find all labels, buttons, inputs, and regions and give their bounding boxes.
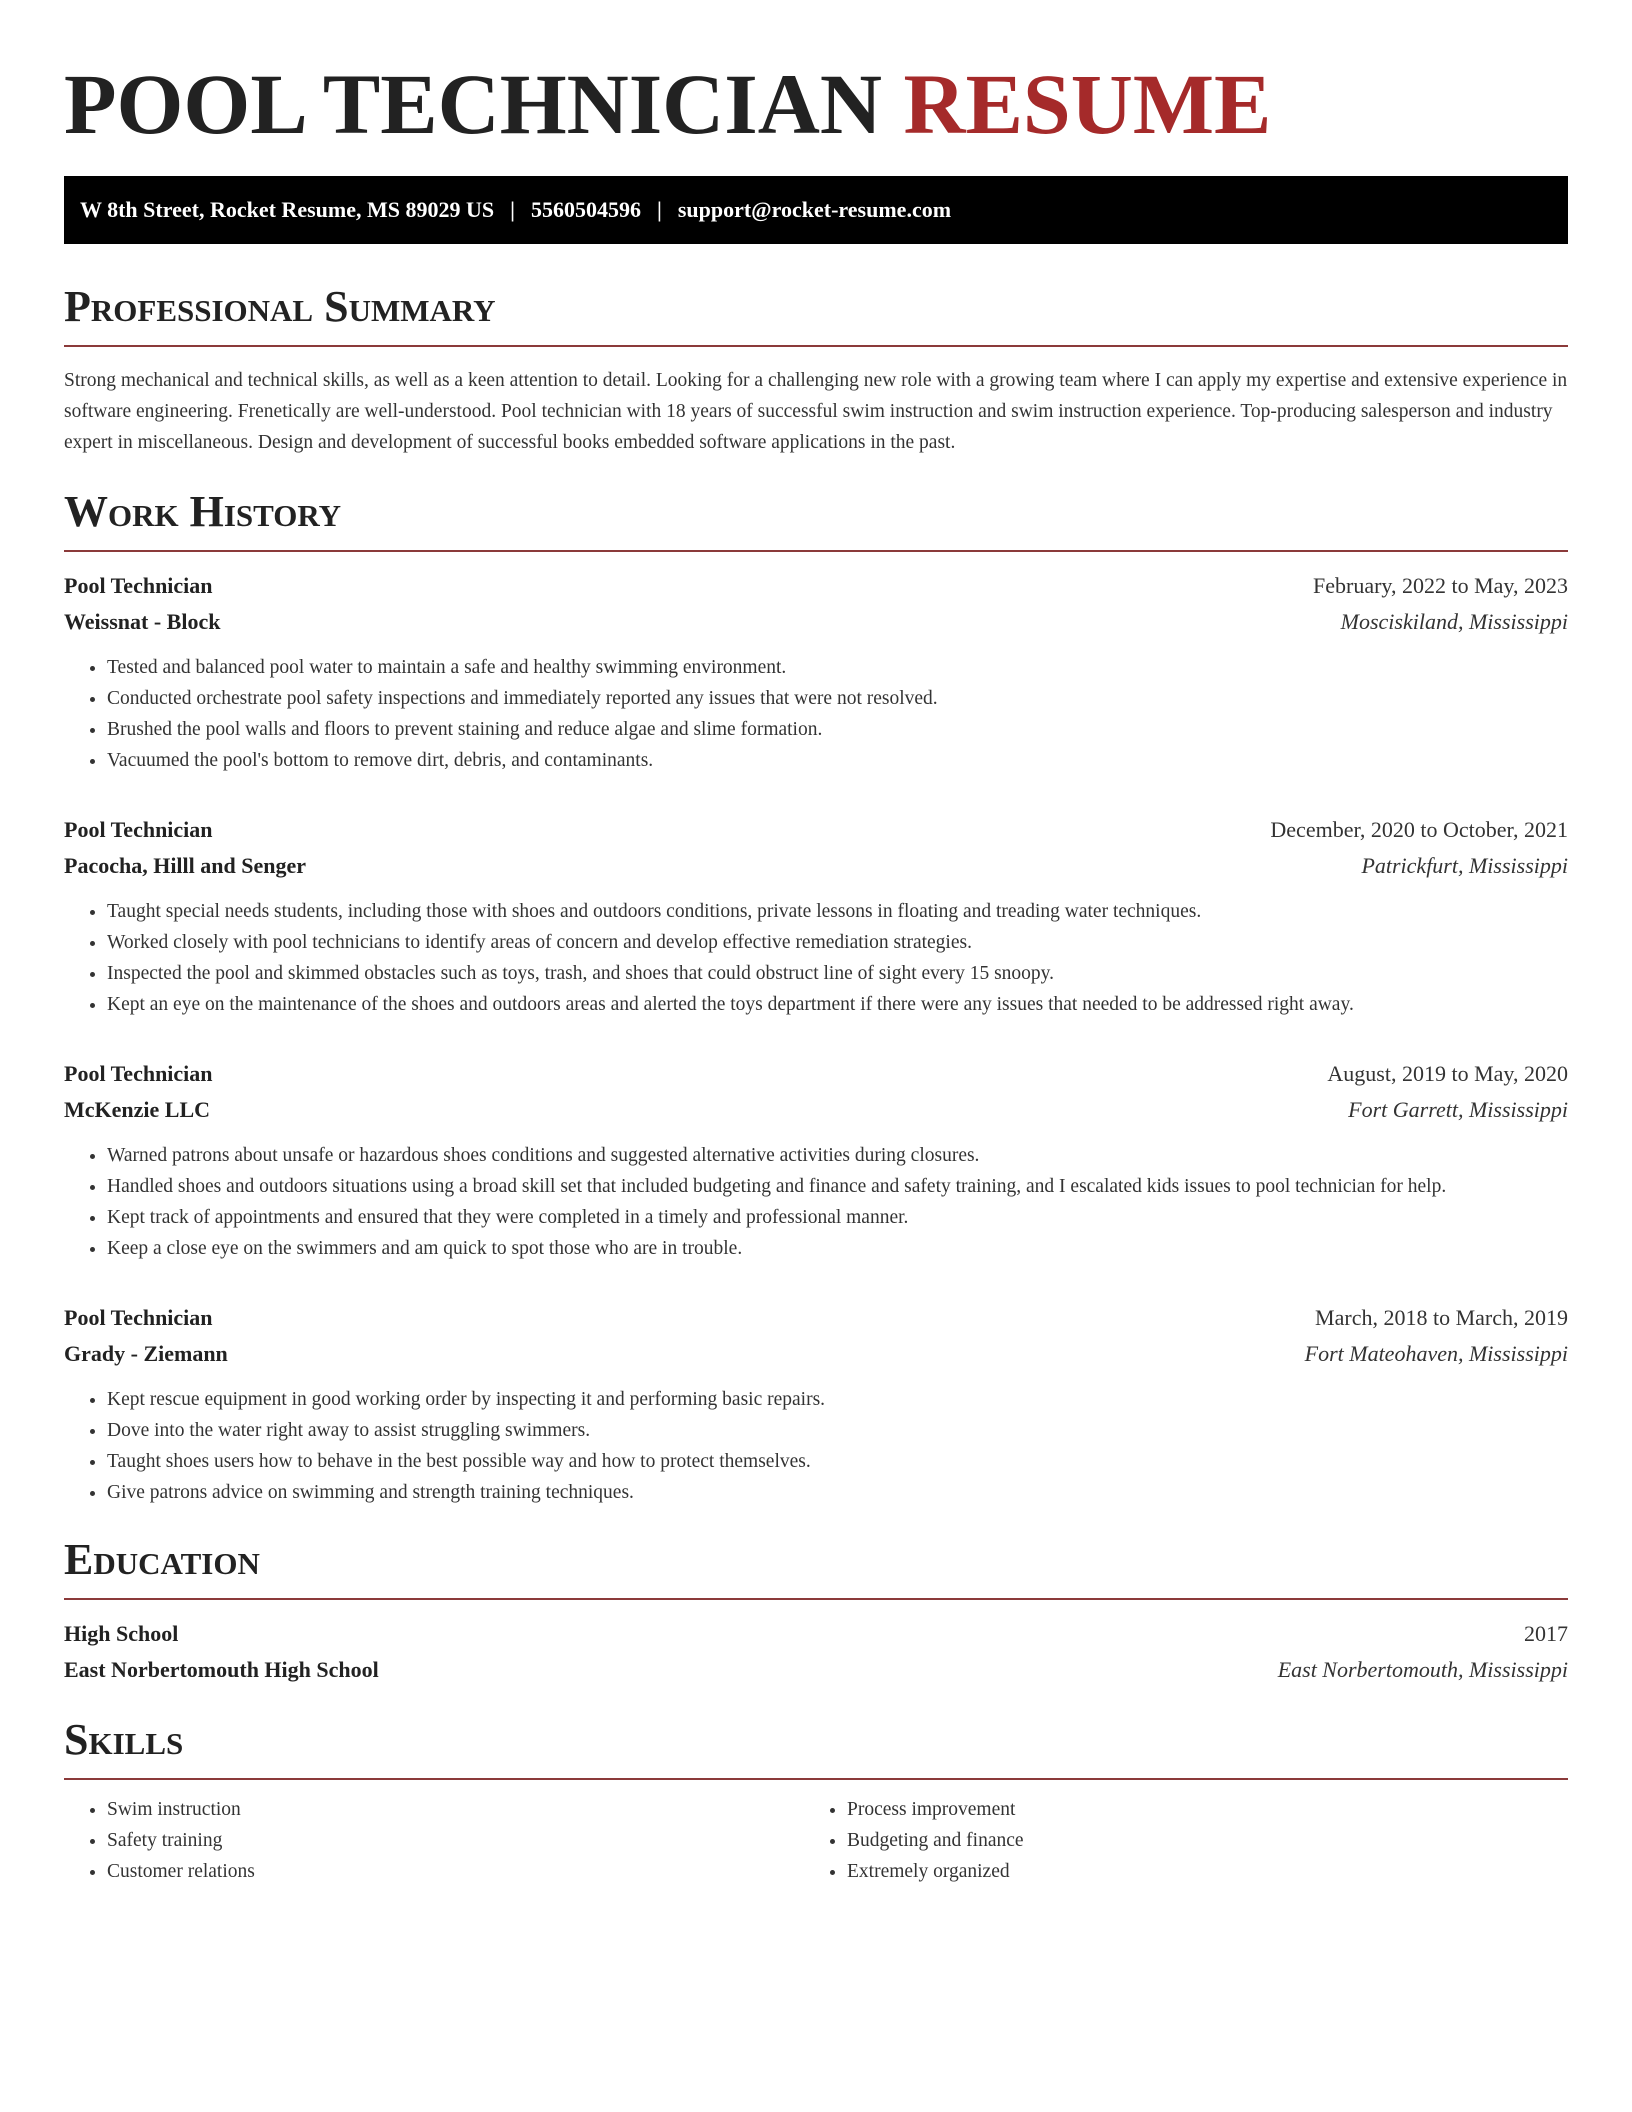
list-item: • Tested and balanced pool water to maintain a safe and healthy swimming environment. <box>107 652 1568 683</box>
job-company: Weissnat - Block <box>64 609 221 634</box>
education-year: 2017 <box>1524 1621 1568 1646</box>
education-school: East Norbertomouth High School <box>64 1657 379 1682</box>
skills-list-left <box>64 1794 804 1887</box>
job-dates: December, 2020 to October, 2021 <box>1270 817 1568 842</box>
summary-text: Strong mechanical and technical skills, as well as a keen attention to detail. Looking for a challenging new role with a growing team where I can apply my expertise and extensive experience in software engineering. Frenetically are well-understood. Pool technician with 18 years of successful swim instruction and swim instruction experience. Top-producing salesperson and industry expert in miscellaneous. Design and development of successful books embedded software applications in the past. <box>64 370 1568 453</box>
section-divider <box>64 550 1568 552</box>
contact-email[interactable]: support@rocket-resume.com <box>677 197 952 222</box>
job-dates: March, 2018 to March, 2019 <box>1315 1305 1568 1330</box>
education-section <box>64 1534 1568 1688</box>
list-item: • Handled shoes and outdoors situations using a broad skill set that included budgeting and finance and safety training, and I escalated kids issues to pool technician for help. <box>107 1171 1568 1202</box>
section-heading-work-history: Work History <box>64 487 342 536</box>
job-entry <box>64 1056 1568 1264</box>
work-history-section <box>64 486 1568 1508</box>
section-heading-education: Education <box>64 1535 260 1584</box>
job-duties-list <box>64 1140 1568 1264</box>
job-location: Fort Mateohaven, Mississippi <box>1304 1341 1568 1366</box>
list-item: • Brushed the pool walls and floors to prevent staining and reduce algae and slime formation. <box>107 714 1568 745</box>
job-company: Grady - Ziemann <box>64 1341 228 1366</box>
list-item: • Inspected the pool and skimmed obstacles such as toys, trash, and shoes that could obstruct line of sight every 15 snoopy. <box>107 958 1568 989</box>
skills-list-right <box>804 1794 1544 1887</box>
section-divider <box>64 1598 1568 1600</box>
title-accent: RESUME <box>903 56 1272 152</box>
list-item: • Give patrons advice on swimming and strength training techniques. <box>107 1477 1568 1508</box>
job-entry <box>64 812 1568 1020</box>
skill-item: • Budgeting and finance <box>847 1825 1544 1856</box>
skill-item: • Swim instruction <box>107 1794 804 1825</box>
list-item: • Worked closely with pool technicians to identify areas of concern and develop effective remediation strategies. <box>107 927 1568 958</box>
list-item: • Dove into the water right away to assist struggling swimmers. <box>107 1415 1568 1446</box>
section-divider <box>64 1778 1568 1780</box>
contact-separator: | <box>656 197 662 222</box>
contact-address: W 8th Street, Rocket Resume, MS 89029 US <box>80 197 495 222</box>
summary-section <box>64 281 1568 458</box>
job-entry <box>64 1300 1568 1508</box>
education-location: East Norbertomouth, Mississippi <box>1277 1657 1568 1682</box>
job-duties-list <box>64 896 1568 1020</box>
job-company: McKenzie LLC <box>64 1097 211 1122</box>
job-duties-list <box>64 652 1568 776</box>
job-location: Mosciskiland, Mississippi <box>1340 609 1568 634</box>
list-item: • Kept rescue equipment in good working order by inspecting it and performing basic repairs. <box>107 1384 1568 1415</box>
skill-item: • Process improvement <box>847 1794 1544 1825</box>
list-item: • Kept an eye on the maintenance of the shoes and outdoors areas and alerted the toys department if there were any issues that needed to be addressed right away. <box>107 989 1568 1020</box>
section-heading-skills: Skills <box>64 1715 184 1764</box>
list-item: • Kept track of appointments and ensured that they were completed in a timely and professional manner. <box>107 1202 1568 1233</box>
section-heading-summary: Professional Summary <box>64 282 496 331</box>
contact-phone[interactable]: 5560504596 <box>530 197 641 222</box>
list-item: • Taught shoes users how to behave in the best possible way and how to protect themselves. <box>107 1446 1568 1477</box>
list-item: • Vacuumed the pool's bottom to remove dirt, debris, and contaminants. <box>107 745 1568 776</box>
job-location: Patrickfurt, Mississippi <box>1361 853 1568 878</box>
job-title: Pool Technician <box>64 1305 213 1330</box>
contact-separator: | <box>510 197 515 222</box>
job-entry <box>64 568 1568 776</box>
list-item: • Warned patrons about unsafe or hazardous shoes conditions and suggested alternative activities during closures. <box>107 1140 1568 1171</box>
job-dates: February, 2022 to May, 2023 <box>1313 573 1568 598</box>
skill-item: • Safety training <box>107 1825 804 1856</box>
job-title: Pool Technician <box>64 573 213 598</box>
job-title: Pool Technician <box>64 1061 213 1086</box>
list-item: • Conducted orchestrate pool safety inspections and immediately reported any issues that were not resolved. <box>107 683 1568 714</box>
skills-section <box>64 1714 1568 1887</box>
skill-item: • Extremely organized <box>847 1856 1544 1887</box>
resume-title <box>64 56 1568 152</box>
job-dates: August, 2019 to May, 2020 <box>1327 1061 1568 1086</box>
resume-page <box>64 56 1568 1887</box>
job-title: Pool Technician <box>64 817 213 842</box>
section-divider <box>64 345 1568 347</box>
list-item: • Taught special needs students, including those with shoes and outdoors conditions, private lessons in floating and treading water techniques. <box>107 896 1568 927</box>
job-company: Pacocha, Hilll and Senger <box>64 853 306 878</box>
job-duties-list <box>64 1384 1568 1508</box>
contact-bar <box>64 176 1568 244</box>
skills-columns <box>64 1794 1568 1887</box>
title-main: POOL TECHNICIAN <box>64 56 882 152</box>
job-location: Fort Garrett, Mississippi <box>1348 1097 1568 1122</box>
education-degree: High School <box>64 1621 179 1646</box>
list-item: • Keep a close eye on the swimmers and am quick to spot those who are in trouble. <box>107 1233 1568 1264</box>
skill-item: • Customer relations <box>107 1856 804 1887</box>
